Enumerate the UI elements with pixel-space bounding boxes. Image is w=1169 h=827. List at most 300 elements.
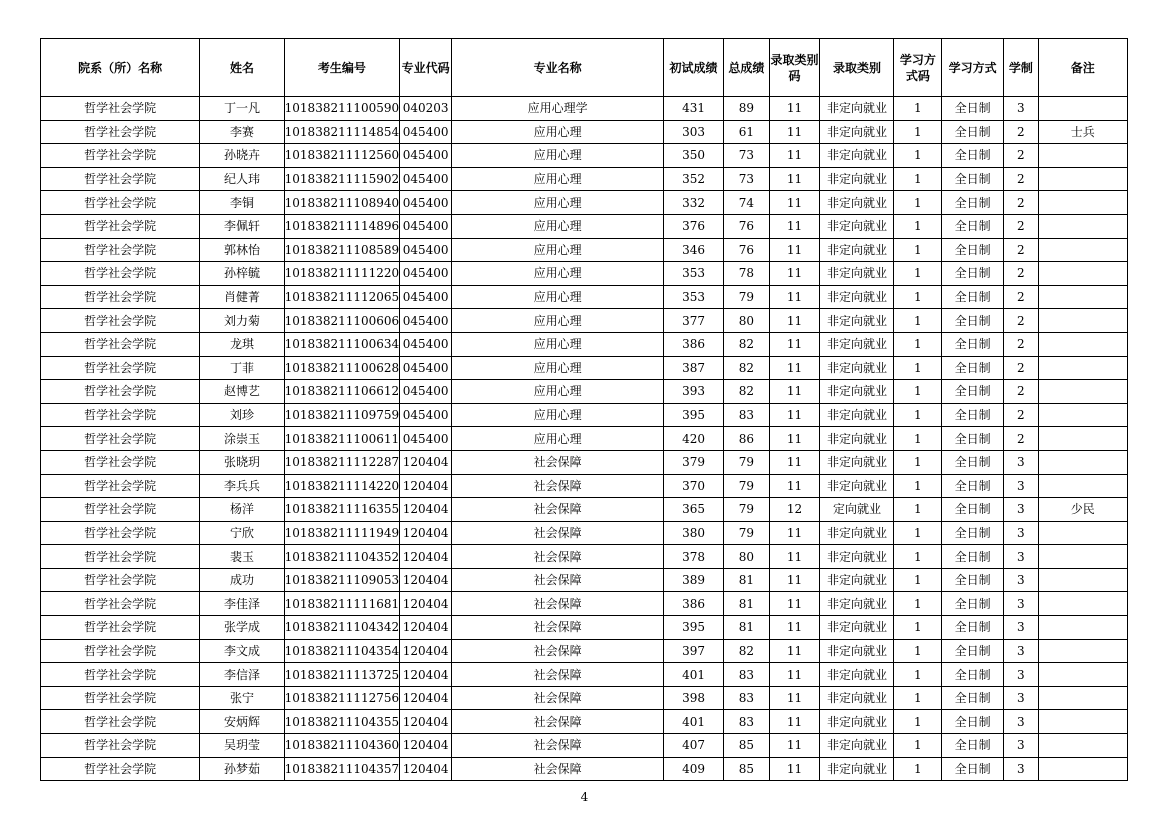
cell-prelim-score: 352 [664,167,724,191]
cell-total-score: 61 [724,120,770,144]
cell-major-code: 120404 [400,639,452,663]
header-study-mode-code: 学习方式码 [894,39,942,97]
table-row [41,167,1128,191]
cell-major-code: 120404 [400,498,452,522]
cell-prelim-score: 380 [664,521,724,545]
cell-duration: 3 [1004,734,1039,758]
cell-admission-type: 非定向就业 [820,450,894,474]
cell-prelim-score: 346 [664,238,724,262]
cell-study-mode-code: 1 [894,663,942,687]
cell-prelim-score: 365 [664,498,724,522]
cell-major-code: 045400 [400,332,452,356]
cell-admission-type-code: 11 [769,639,820,663]
cell-duration: 2 [1004,120,1039,144]
table-row [41,285,1128,309]
cell-total-score: 82 [724,639,770,663]
table-row [41,309,1128,333]
cell-total-score: 79 [724,521,770,545]
cell-major-name: 社会保障 [452,450,664,474]
cell-study-mode-code: 1 [894,356,942,380]
cell-name: 孙梓毓 [200,262,284,286]
cell-duration: 2 [1004,191,1039,215]
cell-prelim-score: 353 [664,262,724,286]
cell-department: 哲学社会学院 [41,498,200,522]
cell-major-code: 040203 [400,97,452,121]
cell-major-name: 应用心理 [452,238,664,262]
header-study-mode: 学习方式 [942,39,1004,97]
cell-study-mode: 全日制 [942,639,1004,663]
cell-major-name: 应用心理 [452,356,664,380]
cell-total-score: 82 [724,332,770,356]
cell-study-mode: 全日制 [942,450,1004,474]
cell-major-name: 社会保障 [452,663,664,687]
cell-study-mode-code: 1 [894,616,942,640]
cell-study-mode: 全日制 [942,285,1004,309]
cell-department: 哲学社会学院 [41,686,200,710]
cell-total-score: 83 [724,686,770,710]
cell-study-mode-code: 1 [894,97,942,121]
cell-department: 哲学社会学院 [41,474,200,498]
cell-study-mode: 全日制 [942,214,1004,238]
cell-remarks [1038,545,1127,569]
cell-study-mode-code: 1 [894,710,942,734]
table-body [41,97,1128,781]
cell-admission-type-code: 11 [769,214,820,238]
cell-duration: 3 [1004,663,1039,687]
cell-admission-type-code: 11 [769,332,820,356]
cell-department: 哲学社会学院 [41,734,200,758]
cell-study-mode-code: 1 [894,191,942,215]
cell-prelim-score: 397 [664,639,724,663]
cell-study-mode: 全日制 [942,686,1004,710]
cell-study-mode-code: 1 [894,120,942,144]
cell-total-score: 79 [724,285,770,309]
header-admission-type: 录取类别 [820,39,894,97]
table-row [41,238,1128,262]
cell-study-mode-code: 1 [894,545,942,569]
cell-admission-type-code: 11 [769,545,820,569]
cell-total-score: 82 [724,380,770,404]
table-row [41,757,1128,781]
cell-candidate-id: 101838211104360 [284,734,400,758]
cell-department: 哲学社会学院 [41,144,200,168]
admission-table [40,38,1128,781]
cell-candidate-id: 101838211104355 [284,710,400,734]
cell-department: 哲学社会学院 [41,332,200,356]
cell-remarks [1038,734,1127,758]
cell-name: 李文成 [200,639,284,663]
header-major-code: 专业代码 [400,39,452,97]
cell-major-code: 045400 [400,167,452,191]
table-row [41,639,1128,663]
table-row [41,592,1128,616]
cell-total-score: 73 [724,167,770,191]
header-prelim-score: 初试成绩 [664,39,724,97]
cell-remarks [1038,639,1127,663]
cell-major-name: 社会保障 [452,545,664,569]
cell-major-code: 120404 [400,545,452,569]
cell-admission-type-code: 11 [769,568,820,592]
cell-study-mode-code: 1 [894,639,942,663]
cell-admission-type-code: 11 [769,521,820,545]
cell-major-name: 应用心理 [452,380,664,404]
cell-admission-type: 非定向就业 [820,214,894,238]
cell-name: 丁菲 [200,356,284,380]
header-department: 院系（所）名称 [41,39,200,97]
cell-study-mode-code: 1 [894,757,942,781]
cell-candidate-id: 101838211112756 [284,686,400,710]
cell-name: 肖健菁 [200,285,284,309]
cell-name: 李信泽 [200,663,284,687]
cell-prelim-score: 431 [664,97,724,121]
cell-major-name: 社会保障 [452,592,664,616]
cell-candidate-id: 101838211100611 [284,427,400,451]
cell-prelim-score: 377 [664,309,724,333]
cell-admission-type-code: 11 [769,403,820,427]
cell-study-mode: 全日制 [942,332,1004,356]
table-row [41,214,1128,238]
cell-admission-type-code: 11 [769,710,820,734]
cell-name: 龙琪 [200,332,284,356]
cell-name: 纪人玮 [200,167,284,191]
cell-duration: 3 [1004,97,1039,121]
cell-name: 张晓玥 [200,450,284,474]
cell-duration: 2 [1004,238,1039,262]
cell-department: 哲学社会学院 [41,309,200,333]
cell-prelim-score: 386 [664,592,724,616]
cell-admission-type-code: 11 [769,734,820,758]
cell-study-mode: 全日制 [942,262,1004,286]
cell-department: 哲学社会学院 [41,120,200,144]
cell-total-score: 76 [724,238,770,262]
cell-department: 哲学社会学院 [41,710,200,734]
cell-department: 哲学社会学院 [41,592,200,616]
cell-admission-type: 非定向就业 [820,616,894,640]
cell-admission-type-code: 11 [769,427,820,451]
cell-name: 李佳泽 [200,592,284,616]
cell-study-mode: 全日制 [942,120,1004,144]
cell-name: 刘力菊 [200,309,284,333]
cell-remarks: 少民 [1038,498,1127,522]
cell-admission-type: 非定向就业 [820,262,894,286]
cell-study-mode: 全日制 [942,309,1004,333]
cell-major-code: 045400 [400,120,452,144]
cell-study-mode: 全日制 [942,427,1004,451]
cell-major-name: 应用心理 [452,427,664,451]
cell-major-name: 社会保障 [452,474,664,498]
cell-candidate-id: 101838211100634 [284,332,400,356]
cell-study-mode: 全日制 [942,521,1004,545]
cell-prelim-score: 332 [664,191,724,215]
cell-remarks [1038,616,1127,640]
cell-major-code: 120404 [400,450,452,474]
cell-department: 哲学社会学院 [41,214,200,238]
cell-duration: 3 [1004,474,1039,498]
cell-admission-type: 非定向就业 [820,238,894,262]
cell-total-score: 73 [724,144,770,168]
cell-department: 哲学社会学院 [41,285,200,309]
cell-prelim-score: 398 [664,686,724,710]
table-row [41,616,1128,640]
cell-study-mode: 全日制 [942,191,1004,215]
cell-major-code: 120404 [400,521,452,545]
header-admission-type-code: 录取类别码 [769,39,820,97]
table-row [41,97,1128,121]
cell-study-mode-code: 1 [894,403,942,427]
cell-major-name: 应用心理 [452,332,664,356]
cell-name: 赵博艺 [200,380,284,404]
cell-study-mode-code: 1 [894,686,942,710]
cell-name: 涂崇玉 [200,427,284,451]
cell-candidate-id: 101838211114220 [284,474,400,498]
cell-study-mode: 全日制 [942,592,1004,616]
cell-prelim-score: 303 [664,120,724,144]
cell-major-name: 应用心理 [452,191,664,215]
cell-candidate-id: 101838211100590 [284,97,400,121]
cell-duration: 2 [1004,403,1039,427]
cell-study-mode: 全日制 [942,757,1004,781]
cell-name: 吴玥莹 [200,734,284,758]
cell-total-score: 74 [724,191,770,215]
cell-total-score: 79 [724,474,770,498]
cell-study-mode-code: 1 [894,450,942,474]
cell-study-mode-code: 1 [894,474,942,498]
cell-prelim-score: 395 [664,616,724,640]
cell-candidate-id: 101838211115902 [284,167,400,191]
cell-duration: 3 [1004,639,1039,663]
cell-prelim-score: 393 [664,380,724,404]
cell-duration: 2 [1004,380,1039,404]
cell-remarks [1038,592,1127,616]
cell-admission-type: 非定向就业 [820,97,894,121]
cell-study-mode-code: 1 [894,285,942,309]
header-duration: 学制 [1004,39,1039,97]
cell-name: 孙晓卉 [200,144,284,168]
cell-study-mode-code: 1 [894,592,942,616]
cell-remarks [1038,332,1127,356]
cell-department: 哲学社会学院 [41,97,200,121]
cell-prelim-score: 379 [664,450,724,474]
cell-remarks [1038,144,1127,168]
cell-candidate-id: 101838211113725 [284,663,400,687]
cell-duration: 2 [1004,262,1039,286]
table-row [41,120,1128,144]
cell-study-mode: 全日制 [942,498,1004,522]
cell-major-name: 社会保障 [452,498,664,522]
cell-admission-type-code: 12 [769,498,820,522]
cell-candidate-id: 101838211108940 [284,191,400,215]
cell-remarks [1038,450,1127,474]
cell-name: 张宁 [200,686,284,710]
cell-admission-type: 非定向就业 [820,734,894,758]
cell-remarks [1038,191,1127,215]
cell-department: 哲学社会学院 [41,167,200,191]
cell-name: 李赛 [200,120,284,144]
cell-remarks [1038,238,1127,262]
cell-name: 李铜 [200,191,284,215]
cell-name: 宁欣 [200,521,284,545]
cell-study-mode-code: 1 [894,380,942,404]
cell-department: 哲学社会学院 [41,521,200,545]
cell-major-name: 社会保障 [452,521,664,545]
table-row [41,380,1128,404]
cell-study-mode: 全日制 [942,568,1004,592]
cell-admission-type: 非定向就业 [820,545,894,569]
cell-name: 刘珍 [200,403,284,427]
cell-major-code: 120404 [400,474,452,498]
table-header-row [41,39,1128,97]
cell-major-code: 045400 [400,144,452,168]
cell-major-code: 120404 [400,734,452,758]
table-row [41,710,1128,734]
cell-prelim-score: 350 [664,144,724,168]
cell-admission-type: 非定向就业 [820,568,894,592]
cell-major-name: 应用心理 [452,309,664,333]
cell-study-mode: 全日制 [942,167,1004,191]
cell-prelim-score: 376 [664,214,724,238]
table-row [41,144,1128,168]
cell-prelim-score: 386 [664,332,724,356]
cell-department: 哲学社会学院 [41,757,200,781]
cell-admission-type-code: 11 [769,356,820,380]
cell-total-score: 79 [724,450,770,474]
cell-duration: 2 [1004,356,1039,380]
cell-remarks [1038,521,1127,545]
cell-remarks [1038,474,1127,498]
cell-study-mode: 全日制 [942,144,1004,168]
cell-remarks [1038,97,1127,121]
cell-total-score: 81 [724,616,770,640]
cell-study-mode: 全日制 [942,403,1004,427]
cell-prelim-score: 387 [664,356,724,380]
cell-candidate-id: 101838211100628 [284,356,400,380]
table-row [41,474,1128,498]
cell-major-name: 社会保障 [452,757,664,781]
cell-total-score: 86 [724,427,770,451]
cell-admission-type: 非定向就业 [820,356,894,380]
cell-study-mode-code: 1 [894,568,942,592]
cell-candidate-id: 101838211104357 [284,757,400,781]
cell-admission-type-code: 11 [769,616,820,640]
cell-department: 哲学社会学院 [41,380,200,404]
cell-remarks [1038,663,1127,687]
cell-major-name: 社会保障 [452,734,664,758]
cell-department: 哲学社会学院 [41,568,200,592]
header-total-score: 总成绩 [724,39,770,97]
cell-department: 哲学社会学院 [41,356,200,380]
cell-admission-type-code: 11 [769,285,820,309]
cell-study-mode: 全日制 [942,616,1004,640]
cell-name: 裴玉 [200,545,284,569]
cell-major-code: 045400 [400,191,452,215]
cell-major-name: 应用心理学 [452,97,664,121]
table-row [41,403,1128,427]
cell-major-name: 社会保障 [452,710,664,734]
cell-duration: 3 [1004,521,1039,545]
cell-major-name: 社会保障 [452,568,664,592]
cell-total-score: 85 [724,734,770,758]
cell-admission-type-code: 11 [769,262,820,286]
cell-major-name: 应用心理 [452,285,664,309]
cell-remarks [1038,309,1127,333]
cell-candidate-id: 101838211109759 [284,403,400,427]
cell-admission-type: 定向就业 [820,498,894,522]
cell-prelim-score: 378 [664,545,724,569]
cell-major-code: 120404 [400,663,452,687]
cell-admission-type-code: 11 [769,663,820,687]
cell-admission-type: 非定向就业 [820,757,894,781]
cell-admission-type: 非定向就业 [820,309,894,333]
cell-total-score: 82 [724,356,770,380]
cell-major-code: 120404 [400,616,452,640]
cell-candidate-id: 101838211111949 [284,521,400,545]
cell-total-score: 85 [724,757,770,781]
cell-admission-type: 非定向就业 [820,710,894,734]
cell-major-code: 120404 [400,686,452,710]
cell-prelim-score: 420 [664,427,724,451]
cell-admission-type-code: 11 [769,757,820,781]
cell-admission-type: 非定向就业 [820,686,894,710]
table-row [41,332,1128,356]
cell-admission-type: 非定向就业 [820,285,894,309]
cell-study-mode-code: 1 [894,332,942,356]
table-row [41,545,1128,569]
cell-major-name: 应用心理 [452,403,664,427]
cell-prelim-score: 409 [664,757,724,781]
table-row [41,450,1128,474]
cell-department: 哲学社会学院 [41,545,200,569]
cell-candidate-id: 101838211114896 [284,214,400,238]
cell-remarks [1038,167,1127,191]
cell-study-mode: 全日制 [942,710,1004,734]
table-row [41,427,1128,451]
cell-major-code: 045400 [400,403,452,427]
cell-total-score: 80 [724,545,770,569]
cell-admission-type: 非定向就业 [820,663,894,687]
cell-candidate-id: 101838211114854 [284,120,400,144]
header-major-name: 专业名称 [452,39,664,97]
cell-study-mode: 全日制 [942,97,1004,121]
cell-name: 杨洋 [200,498,284,522]
cell-study-mode: 全日制 [942,734,1004,758]
cell-remarks [1038,568,1127,592]
cell-prelim-score: 389 [664,568,724,592]
cell-duration: 2 [1004,427,1039,451]
cell-total-score: 89 [724,97,770,121]
cell-major-code: 120404 [400,592,452,616]
cell-department: 哲学社会学院 [41,191,200,215]
cell-candidate-id: 101838211111220 [284,262,400,286]
cell-admission-type-code: 11 [769,191,820,215]
cell-duration: 3 [1004,710,1039,734]
cell-name: 孙梦茹 [200,757,284,781]
cell-name: 安炳辉 [200,710,284,734]
cell-major-code: 045400 [400,356,452,380]
table-row [41,568,1128,592]
cell-prelim-score: 370 [664,474,724,498]
cell-candidate-id: 101838211112065 [284,285,400,309]
cell-duration: 2 [1004,285,1039,309]
cell-major-name: 应用心理 [452,144,664,168]
page-number: 4 [580,790,589,804]
cell-study-mode-code: 1 [894,167,942,191]
cell-candidate-id: 101838211108589 [284,238,400,262]
cell-admission-type: 非定向就业 [820,120,894,144]
cell-remarks [1038,214,1127,238]
cell-major-code: 045400 [400,262,452,286]
header-name: 姓名 [200,39,284,97]
cell-major-code: 120404 [400,710,452,734]
